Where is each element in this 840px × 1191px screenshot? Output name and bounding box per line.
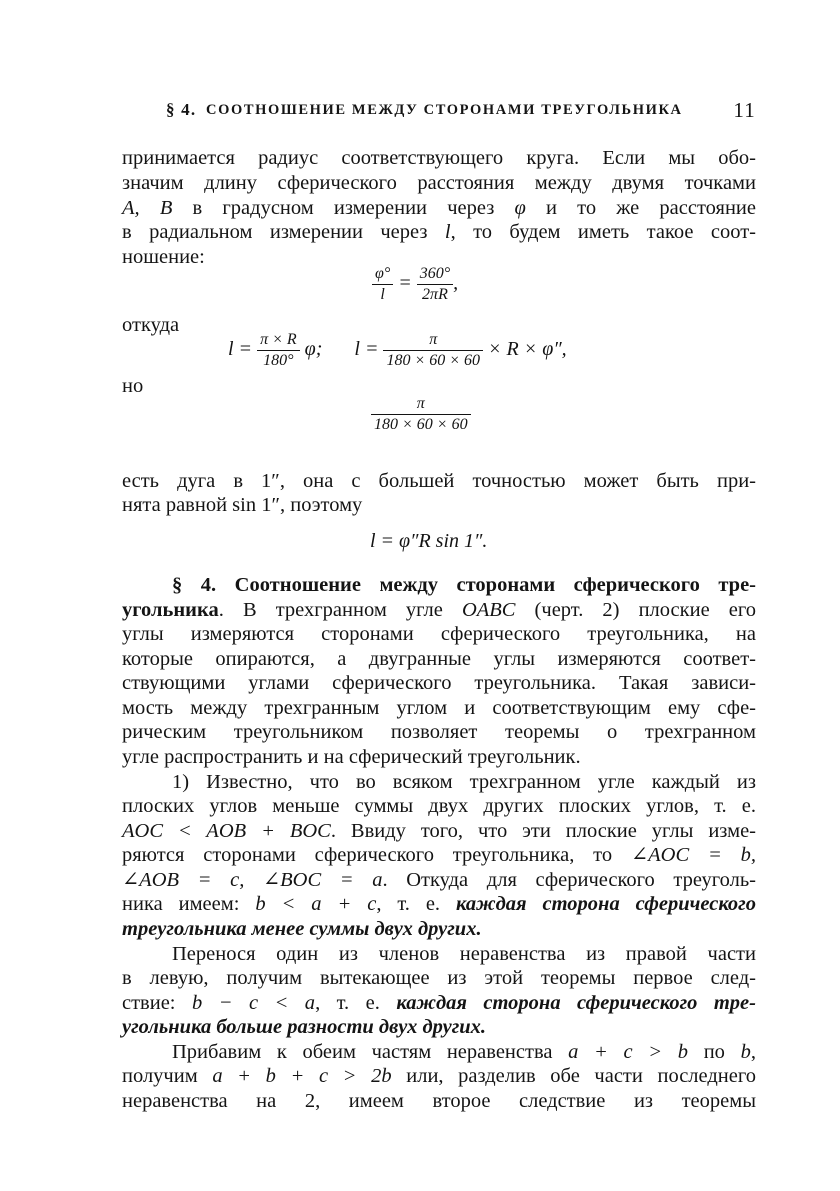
text-line: A, B в градусном измерении через φ и то же расстояние [122, 197, 757, 219]
text-line: принимается радиус соответствующего круга. Если мы обо- [122, 147, 756, 169]
text-line: Перенося один из членов неравенства из правой части [172, 943, 756, 965]
text-line: треугольника менее суммы двух других. [122, 918, 482, 940]
text-line: получим a + b + c > 2b или, разделив обе части последнего [122, 1065, 757, 1087]
text-line: в левую, получим вытекающее из этой теоремы первое след- [122, 967, 756, 989]
text-line: угольника. В трехгранном угле OABC (черт. 2) плоские его [122, 599, 756, 621]
text-line: ника имеем: b < a + c, т. е. каждая сторона сферического [122, 893, 756, 915]
text-line: угольника больше разности двух других. [122, 1016, 487, 1038]
header-title: СООТНОШЕНИЕ МЕЖДУ СТОРОНАМИ ТРЕУГОЛЬНИКА [206, 102, 683, 118]
page-number: 11 [733, 98, 756, 122]
running-header [166, 100, 756, 130]
text-line: углы измеряются сторонами сферического треугольника, на [122, 623, 756, 645]
text-line: в радиальном измерении через l, то будем иметь такое соот- [122, 221, 756, 243]
text-line: есть дуга в 1″, она с большей точностью может быть при- [122, 470, 756, 492]
text-line: ствие: b − c < a, т. е. каждая сторона сферического тре- [122, 992, 756, 1014]
text-line: ряются сторонами сферического треугольника, то ∠AOC = b, [122, 844, 756, 866]
formula-l-sin: l = φ″R sin 1″. [370, 530, 488, 552]
text-line: неравенства на 2, имеем второе следствие из теоремы [122, 1090, 756, 1112]
text-line: мость между трехгранным углом и соответствующим ему сфе- [122, 697, 756, 719]
text-line: плоских углов меньше суммы двух других плоских углов, т. е. [122, 795, 756, 817]
text-line: рическим треугольником позволяет теоремы о трехгранном [122, 721, 756, 743]
text-line: ствующими углами сферического треугольника. Такая зависи- [122, 672, 756, 694]
formula-proportion: $\frac{\varphi^\circ}{l}$ = $\frac{360^\circ}{2\pi R}$ , [372, 264, 458, 305]
text-line: нята равной sin 1″, поэтому [122, 494, 363, 516]
text-line: 1) Известно, что во всяком трехгранном угле каждый из [172, 771, 756, 793]
text-line: которые опираются, а двугранные углы измеряются соответ- [122, 648, 756, 670]
text-line: AOC < AOB + BOC. Ввиду того, что эти плоские углы изме- [122, 820, 756, 842]
text-line: угле распространить и на сферический треугольник. [122, 746, 581, 768]
text-line: Прибавим к обеим частям неравенства a + c > b по b, [172, 1041, 756, 1063]
text-line: значим длину сферического расстояния между двумя точками [122, 172, 756, 194]
formula-arc-fraction: $\frac{\pi}{180 \times 60 \times 60}$ [371, 394, 471, 435]
header-section-mark: § 4. [166, 100, 197, 119]
text-no: но [122, 375, 144, 397]
text-line: ∠AOB = c, ∠BOC = a. Откуда для сферического треуголь- [122, 869, 756, 891]
text-line: ношение: [122, 246, 205, 268]
formula-l-radial: l = $\frac{\pi \times R}{180^\circ}$ φ; l = $\frac{\pi}{180 \times 60 \times 60}$ × R × φ″, [228, 331, 567, 369]
section-heading: § 4. Соотношение между сторонами сферического тре- [172, 574, 756, 596]
text-otkuda: откуда [122, 314, 180, 336]
